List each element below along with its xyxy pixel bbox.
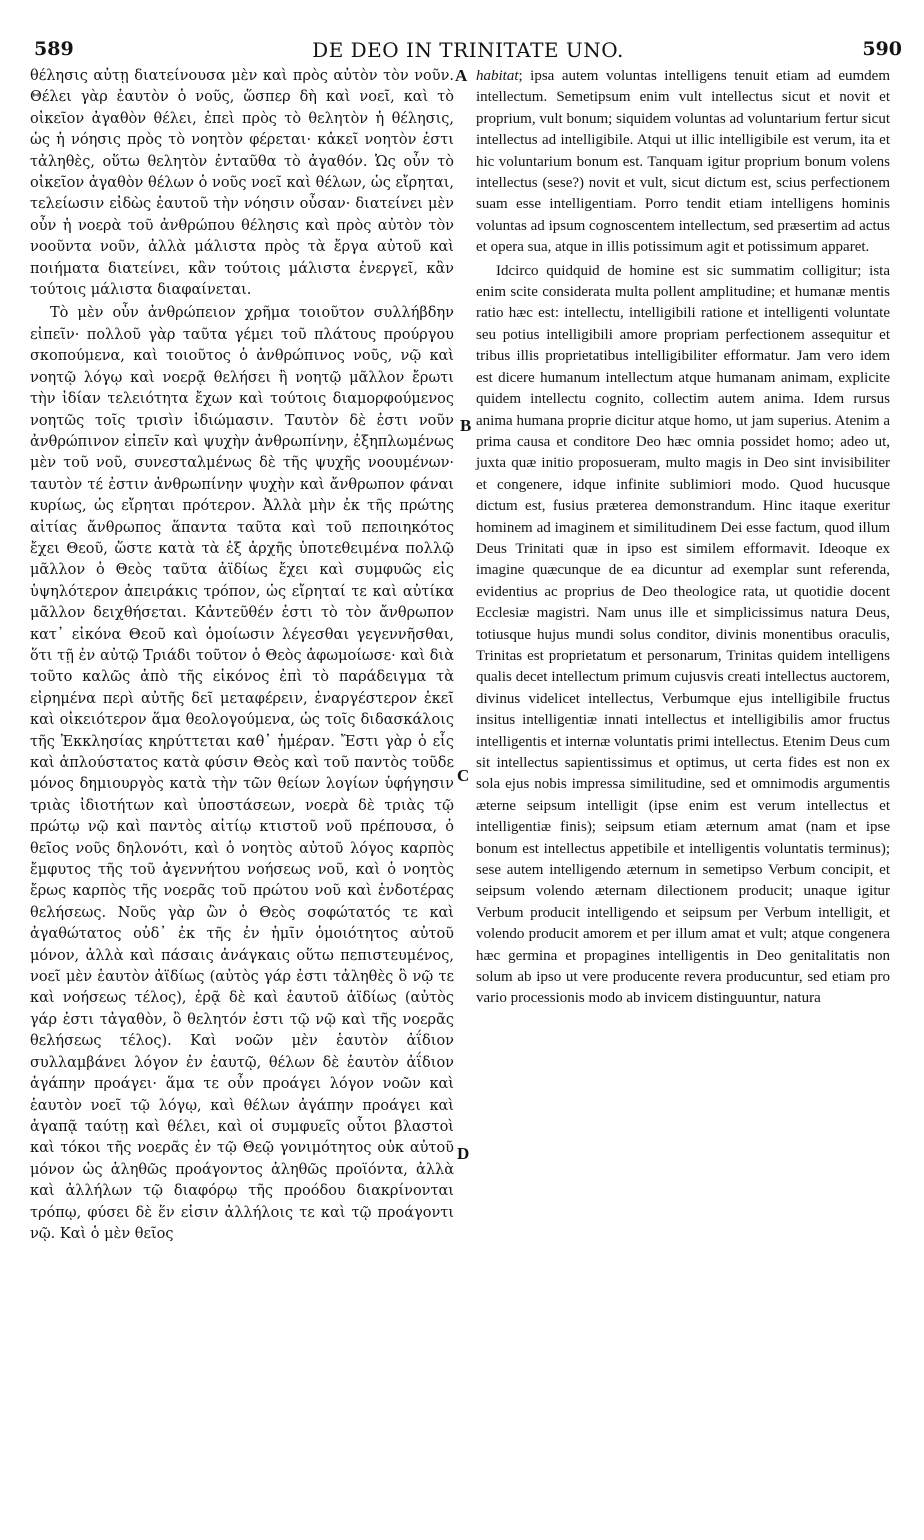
running-title: DE DEO IN TRINITATE UNO. xyxy=(312,38,624,62)
latin-paragraph-1-text: ; ipsa autem voluntas intelligens tenuit etiam ad eumdem intellectum. Semetipsum enim vult intellectus sicut et novit et proprium, vult bonum; siquidem voluntas ad voluntarium fertur sicut intellectus ad intelligibile. Atqui ut illic intelligibile est verum, ita et hic voluntarium bonum est. Tanquam igitur proprium bonum volens intellectus (sese?) novit et vult, sicut dictum est, scius perfectionem suam esse intelligentiam. Porro tendit etiam intelligens hominis voluntas ad ipsum cognoscentem intellectum, sed præsertim ad actus et opera sua, atque in illis potissimum agit et potissimum apparet. xyxy=(476,68,890,256)
latin-paragraph-1 xyxy=(476,66,890,259)
latin-paragraph-2: Idcirco quidquid de homine est sic summatim colligitur; ista enim scite considerata multa pollent amplitudine; et humanæ mentis ratio hæc est: intellectu, intelligibili ratione et intelligenti voluntate seu potius intelligibili amore propriam perfectionem assequitur et tribus illis proprietatibus intelligibiliter efformatur. Jam vero idem est dicere humanum intellectum atque humanam animam, explicite quidem intellectu cognito, collectim autem anima. Idem rursus anima humana proprie dicitur atque homo, ut jam superius. Atenim a prima causa et conditore Deo hæc omnia possidet homo; adeo ut, juxta quæ initio proposueram, multo magis in Deo sint invisibiliter et congenere, idque infinite sublimiori modo. Quod hucusque dictum est, fusius præterea demonstrandum. Hinc itaque exeritur hominem ad imaginem et similitudinem Dei esse factum, quod illum Deus Trinitati quæ in ipso est similem efformavit. Ideoque ex imagine quæcunque de ea dicuntur ad exemplar sunt referenda, evidentius ac proprius de Deo theologice rata, ut quotidie docent Ecclesiæ magistri. Nam unus ille et simplicissimus natura Deus, totiusque hujus mundi solus conditor, divinis monentibus oraculis, Trinitas est proprietatum et personarum, Trinitas quidem intelligens qualis decet intellectum primum cujusvis creati intellectus auctorem, divinus videlicet intellectus, Verbumque ejus intelligibile fructus insitus intelligentiæ innati intellectus et intelligibilis amor fructus intelligentis et internæ voluntatis primi intellectus. Etenim Deus cum sit intellectus sapientissimus et optimus, ut certa fides est non ex sola ejus nobis impressa similitudine, sed et omnimodis argumentis æterne seipsum intelligit (ipse enim est verum intellectus et intelligentiæ finis); seipsum etiam æternum amat (nam et ipse bonum est intellectus appetibile et intelligentis voluntatis terminus); sese autem intelligendo æternum in semetipso Verbum concipit, et seipsum volendo æternam dilectionem producit; unaque igitur Verbum producit intelligendo et seipsum per Verbum intelligit, et volendo producit amorem et per illum amat et vult; atque congenera hæc germina et propagines intelligentis in Deo genitalitatis non solum ab ipso ut vere producente revera producuntur, sed etiam pro vario processionis modo ab invicem distinguuntur, natura xyxy=(476,262,890,1007)
page-number-right: 590 xyxy=(862,38,902,60)
section-marker-d: D xyxy=(457,1144,470,1163)
page-header xyxy=(26,38,910,64)
section-marker-b: B xyxy=(460,416,472,435)
page-number-left: 589 xyxy=(34,38,74,60)
greek-column xyxy=(30,66,454,1245)
latin-italic-lead: habitat xyxy=(476,68,519,84)
section-marker-a: A xyxy=(455,66,468,85)
greek-paragraph-2: Τὸ μὲν οὖν ἀνθρώπειον χρῆμα τοιοῦτον συλλήβδην εἰπεῖν· πολλοῦ γὰρ ταῦτα γέμει τοῦ πλάτους προύργου σκοπούμενα, καὶ τοιοῦτος ὁ ἀνθρώπινος νοῦς, νῷ καὶ νοητῷ λόγῳ καὶ νοερᾷ θελήσει ἢ νοητῷ μᾶλλον ἔρωτι τὴν ἰδίαν τελειότητα ἔχων καὶ τούτοις διαμορφούμενος νοητῶς τοῖς τρισὶν ἰδιώμασιν. Ταυτὸν δὲ ἐστι νοῦν ἀνθρώπινον εἰπεῖν καὶ ψυχὴν ἀνθρωπίνην, ἐξηπλωμένως μὲν τοῦ νοῦ, συνεσταλμένως δὲ τῆς ψυχῆς νοουμένων· ταυτὸν τέ ἐστιν ἀνθρωπίνην ψυχὴν καὶ ἄνθρωπον φάναι κυρίως, ὡς εἴρηται πρότερον. Ἀλλὰ μὴν ἐκ τῆς πρώτης αἰτίας ἄνθρωπος ἅπαντα ταῦτα καὶ τοῦ πεποιηκότος ἔχει Θεοῦ, ὥστε κατὰ τὰ ἐξ ἀρχῆς ὑποτεθειμένα πολλῷ μᾶλλον ὁ Θεὸς ταῦτα ἀϊδίως ἔχει καὶ συμφυῶς εἰς ὑψηλότερον ἀπειράκις τρόπον, ὡς εἴρηταί τε καὶ αὐτίκα μᾶλλον δειχθήσεται. Κἀντεῦθέν ἐστι τὸ τὸν ἄνθρωπον κατ᾽ εἰκόνα Θεοῦ καὶ ὁμοίωσιν λέγεσθαι γεγεννῆσθαι, ὅτι τῇ ἐν αὐτῷ Τριάδι τοῦτον ὁ Θεὸς ἀφωμοίωσε· καὶ διὰ τοῦτο καλῶς ἀπὸ τῆς εἰκόνος ἐπὶ τὸ παράδειγμα τὰ εἰρημένα περὶ αὐτῆς δεῖ μεταφέρειν, ἐναργέστερον ἐκεῖ καὶ οἰκειότερον ἅμα θεολογούμενα, ὡς τοῖς διδασκάλοις τῆς Ἐκκλησίας κηρύττεται καθ᾽ ἡμέραν. Ἔστι γὰρ ὁ εἷς καὶ ἁπλούστατος κατὰ φύσιν Θεὸς καὶ τοῦ παντὸς τοῦδε μόνος δημιουργὸς κατὰ τὴν τῶν θείων λογίων ὑφήγησιν τριὰς ἰδιοτήτων καὶ ὑποστάσεων, νοερὰ δὲ τριὰς τῷ πρώτῳ νῷ καὶ παντὸς αἰτίῳ κτιστοῦ νοῦ πρέπουσα, ὁ θεῖος νοῦς δηλονότι, καὶ ὁ νοητὸς αὐτοῦ λόγος καρπὸς ἔμφυτος τῆς τοῦ ἀγεννήτου νοήσεως νοῦ, καὶ ὁ νοητὸς ἔρως καρπὸς τῆς νοερᾶς τοῦ πρώτου νοῦ καὶ ἐνδοτέρας θελήσεως. Νοῦς γὰρ ὢν ὁ Θεὸς σοφώτατός τε καὶ ἀγαθώτατος οὐδ᾽ ἐκ τῆς ἐν ἡμῖν ὁμοιότητος αὐτοῦ μόνον, ἀλλὰ καὶ πάσαις ἀνάγκαις οὕτω πεπιστευμένος, νοεῖ μὲν ἑαυτὸν ἀϊδίως (αὐτὸς γάρ ἐστι τἀληθὲς ὃ νῷ τε καὶ νοήσεως τέλος), ἐρᾷ δὲ καὶ ἑαυτοῦ ἀϊδίως (αὐτὸς γάρ ἐστι τἀγαθὸν, ὃ θελητόν ἐστι τῷ νῷ καὶ τῆς νοερᾶς θελήσεως τέλος). Καὶ νοῶν μὲν ἑαυτὸν ἀΐδιον συλλαμβάνει λόγον ἐν ἑαυτῷ, θέλων δὲ ἑαυτὸν ἀΐδιον ἀγάπην προάγει· ἅμα τε οὖν προάγει λόγον νοῶν καὶ ἑαυτὸν νοεῖ τῷ λόγῳ, καὶ θέλων ἀγάπην προάγει καὶ ἀγαπᾷ ταύτῃ καὶ θέλει, καὶ οἱ συμφυεῖς οὗτοι βλαστοὶ καὶ τόκοι τῆς νοερᾶς ἐν τῷ Θεῷ γονιμότητος οὐκ αὐτοῦ μόνον ὡς ἀληθῶς προάγοντος ἀληθῶς προϊόντα, ἀλλὰ καὶ ἀλλήλων τῷ διαφόρῳ τῆς προόδου διακρίνονται τρόπῳ, φύσει δὲ ἕν εἰσιν ἀλλήλοις τε καὶ τῷ προάγοντι νῷ. Καὶ ὁ μὲν θεῖος xyxy=(30,305,454,1242)
section-marker-c: C xyxy=(457,766,470,785)
latin-column xyxy=(476,66,890,1010)
greek-paragraph-1: θέλησις αὐτῃ διατείνουσα μὲν καὶ πρὸς αὐτὸν τὸν νοῦν. Θέλει γὰρ ἑαυτὸν ὁ νοῦς, ὥσπερ δὴ καὶ νοεῖ, καὶ τὸ οἰκεῖον ἀγαθὸν θέλει, ἐπεὶ πρὸς τὸ θελητὸν ἡ θέλησις, ὡς ἡ νόησις πρὸς τὸ νοητὸν φέρεται· κἀκεῖ νοητὸν ἐστι τἀληθὲς, οὕτω θελητὸν ἐνταῦθα τὸ ἀγαθόν. Ὡς οὖν τὸ οἰκεῖον ἀγαθὸν θέλων ὁ νοῦς νοεῖ καὶ θέλων, ὡς εἴρηται, τελείωσιν εἰδὼς ἑαυτοῦ τὴν νόησιν οὖσαν· διατείνει μὲν οὖν ἡ νοερὰ τοῦ ἀνθρώπου θέλησις καὶ πρὸς αὐτὸν τὸν νοοῦντα νοῦν, ἀλλὰ μάλιστα πρὸς τὰ ἔργα αὐτοῦ καὶ ποιήματα διατείνει, κἂν τούτοις μάλιστα ἐνεργεῖ, κἂν τούτοις μάλιστα διαφαίνεται. xyxy=(30,68,454,299)
